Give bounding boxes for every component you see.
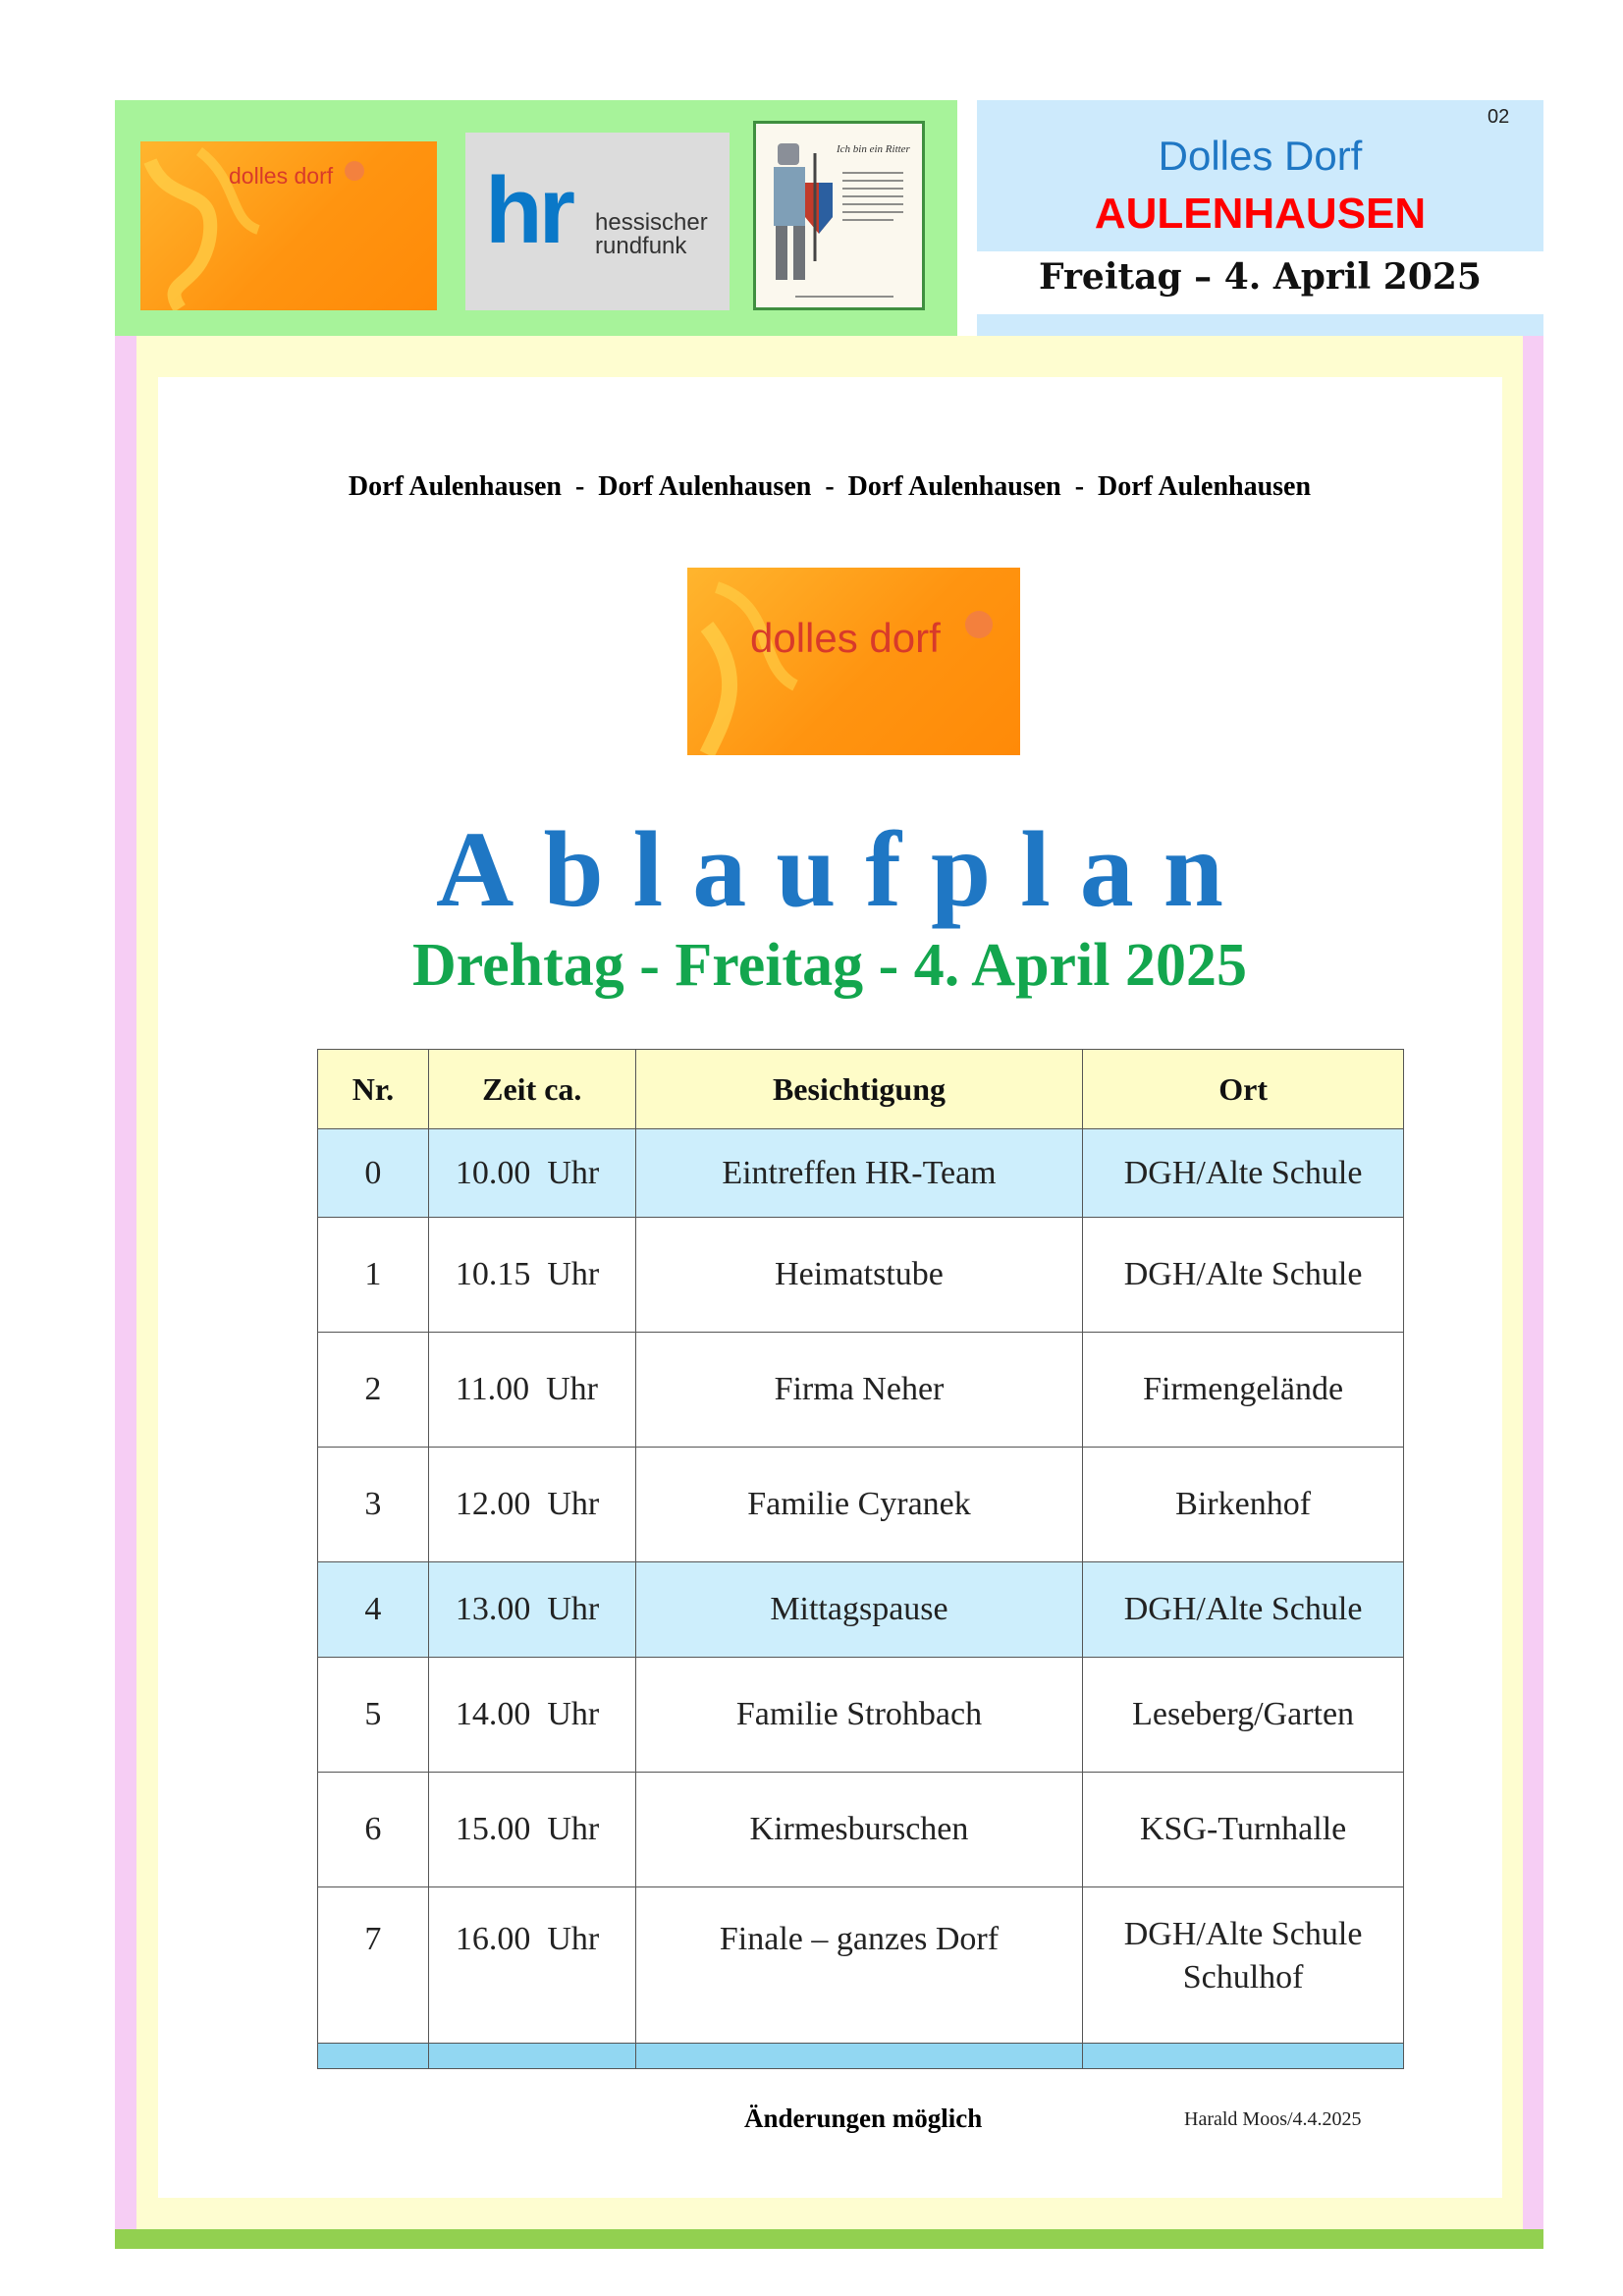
schedule-table <box>317 1049 1404 2069</box>
cell-ort-line1: DGH/Alte Schule <box>1123 1916 1363 1952</box>
cell-zeit: 14.00 Uhr <box>428 1658 635 1773</box>
cell-ort: DGH/Alte Schule <box>1083 1129 1404 1218</box>
page-title: Ablaufplan <box>436 809 1253 929</box>
cell-nr: 5 <box>318 1658 429 1773</box>
dolles-dorf-logo <box>687 568 1020 755</box>
changes-note: Änderungen möglich <box>744 2104 983 2133</box>
hr-logo-line1: hessischer <box>595 209 708 236</box>
frame-inner-bottom <box>136 2198 1523 2229</box>
cell-besichtigung: Eintreffen HR-Team <box>635 1129 1082 1218</box>
running-head: Dorf Aulenhausen - Dorf Aulenhausen - Dorf Aulenhausen - Dorf Aulenhausen <box>348 471 1312 502</box>
cell-besichtigung: Firma Neher <box>635 1333 1082 1448</box>
frame-border-bottom <box>115 2229 1543 2249</box>
cell-zeit: 10.00 Uhr <box>428 1129 635 1218</box>
hr-logo <box>465 133 730 310</box>
hr-logo-line2: rundfunk <box>595 233 687 259</box>
cell-zeit: 10.15 Uhr <box>428 1218 635 1333</box>
cell-besichtigung: Finale – ganzes Dorf <box>635 1887 1082 2044</box>
table-row <box>318 1218 1404 1333</box>
cell-besichtigung: Familie Cyranek <box>635 1448 1082 1562</box>
table-row <box>318 1333 1404 1448</box>
knight-illustration <box>753 121 925 310</box>
hr-logo-mark: hr <box>485 158 571 263</box>
cell-ort: DGH/Alte Schule <box>1083 1218 1404 1333</box>
table-row <box>318 1129 1404 1218</box>
cell-empty <box>1083 2044 1404 2069</box>
cell-zeit: 11.00 Uhr <box>428 1333 635 1448</box>
header-date: Freitag – 4. April 2025 <box>1039 256 1482 298</box>
header-besichtigung: Besichtigung <box>635 1050 1082 1129</box>
frame-inner-right <box>1502 336 1523 2229</box>
author-signature: Harald Moos/4.4.2025 <box>1184 2108 1362 2130</box>
table-header-row <box>318 1050 1404 1129</box>
dolles-dorf-logo-text: dolles dorf <box>229 163 334 189</box>
cell-empty <box>428 2044 635 2069</box>
cell-nr: 6 <box>318 1773 429 1887</box>
table-footer-row <box>318 2044 1404 2069</box>
cell-ort: DGH/Alte Schule <box>1083 1562 1404 1658</box>
header-ort: Ort <box>1083 1050 1404 1129</box>
frame-inner-left <box>136 336 158 2229</box>
header-title-line2: AULENHAUSEN <box>1094 190 1427 238</box>
cell-nr: 3 <box>318 1448 429 1562</box>
cell-nr: 7 <box>318 1887 429 2044</box>
cell-zeit: 13.00 Uhr <box>428 1562 635 1658</box>
cell-nr: 4 <box>318 1562 429 1658</box>
header-zeit: Zeit ca. <box>428 1050 635 1129</box>
cell-zeit: 16.00 Uhr <box>428 1887 635 2044</box>
cell-besichtigung: Kirmesburschen <box>635 1773 1082 1887</box>
table-row <box>318 1658 1404 1773</box>
page-number: 02 <box>1488 106 1510 128</box>
knight-caption: Ich bin ein Ritter <box>837 143 910 155</box>
cell-zeit: 12.00 Uhr <box>428 1448 635 1562</box>
page-subtitle: Drehtag - Freitag - 4. April 2025 <box>411 932 1248 999</box>
cell-besichtigung: Heimatstube <box>635 1218 1082 1333</box>
header-title-line1: Dolles Dorf <box>1158 133 1363 179</box>
frame-border-left <box>115 336 136 2229</box>
header-nr: Nr. <box>318 1050 429 1129</box>
cell-nr: 1 <box>318 1218 429 1333</box>
table-row <box>318 1448 1404 1562</box>
cell-zeit: 15.00 Uhr <box>428 1773 635 1887</box>
frame-border-right <box>1523 336 1543 2229</box>
table-row <box>318 1773 1404 1887</box>
dolles-dorf-logo-small <box>140 141 437 310</box>
cell-besichtigung: Familie Strohbach <box>635 1658 1082 1773</box>
frame-inner-top <box>136 336 1523 377</box>
dolles-dorf-logo-text: dolles dorf <box>750 615 941 661</box>
cell-ort: Firmengelände <box>1083 1333 1404 1448</box>
cell-ort <box>1083 1887 1404 2044</box>
cell-ort: Birkenhof <box>1083 1448 1404 1562</box>
cell-empty <box>318 2044 429 2069</box>
cell-besichtigung: Mittagspause <box>635 1562 1082 1658</box>
cell-ort-line2: Schulhof <box>1182 1959 1304 1995</box>
cell-empty <box>635 2044 1082 2069</box>
cell-ort: Leseberg/Garten <box>1083 1658 1404 1773</box>
cell-nr: 2 <box>318 1333 429 1448</box>
cell-ort: KSG-Turnhalle <box>1083 1773 1404 1887</box>
table-row <box>318 1887 1404 2044</box>
cell-nr: 0 <box>318 1129 429 1218</box>
table-row <box>318 1562 1404 1658</box>
